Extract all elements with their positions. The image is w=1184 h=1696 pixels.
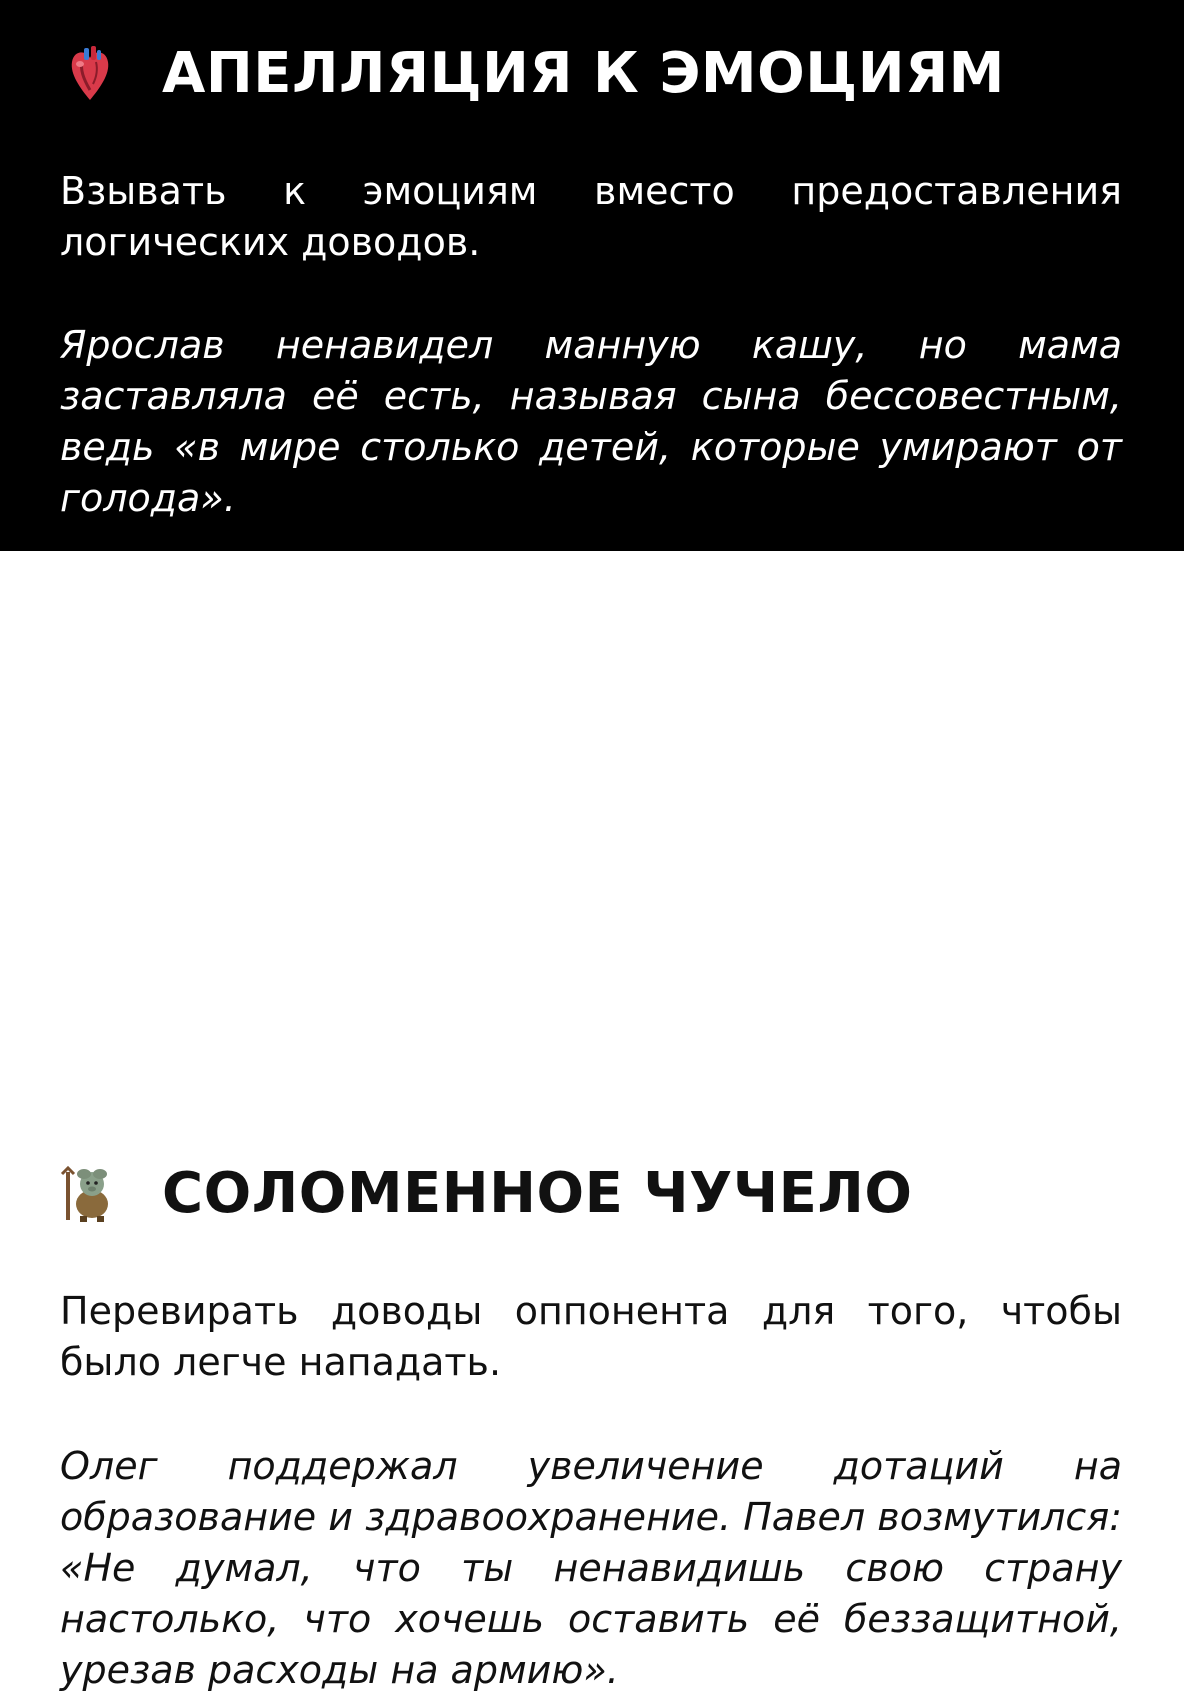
section-example: Ярослав ненавидел манную кашу, но мама заставляла её есть, называя сына бессовестным, ведь «в мире столько детей, которые умирают от голода». bbox=[60, 323, 1122, 520]
troll-icon bbox=[60, 1164, 120, 1224]
section-heading bbox=[60, 41, 1005, 106]
section-heading bbox=[60, 1161, 913, 1226]
section-straw-man bbox=[0, 551, 1184, 1692]
section-definition: Взывать к эмоциям вместо предоставления логических доводов. bbox=[60, 169, 1122, 264]
section-title: СОЛОМЕННОЕ ЧУЧЕЛО bbox=[162, 1161, 913, 1226]
section-definition: Перевирать доводы оппонента для того, чтобы было легче нападать. bbox=[60, 1289, 1122, 1384]
section-title: АПЕЛЛЯЦИЯ К ЭМОЦИЯМ bbox=[162, 41, 1005, 106]
anatomical-heart-icon bbox=[60, 44, 120, 104]
section-example: Олег поддержал увеличение дотаций на образование и здравоохранение. Павел возмутился: «Не думал, что ты ненавидишь свою страну настолько, что хочешь оставить её беззащитной, урезав расходы на армию». bbox=[60, 1444, 1122, 1692]
section-appeal-to-emotion bbox=[0, 0, 1184, 551]
